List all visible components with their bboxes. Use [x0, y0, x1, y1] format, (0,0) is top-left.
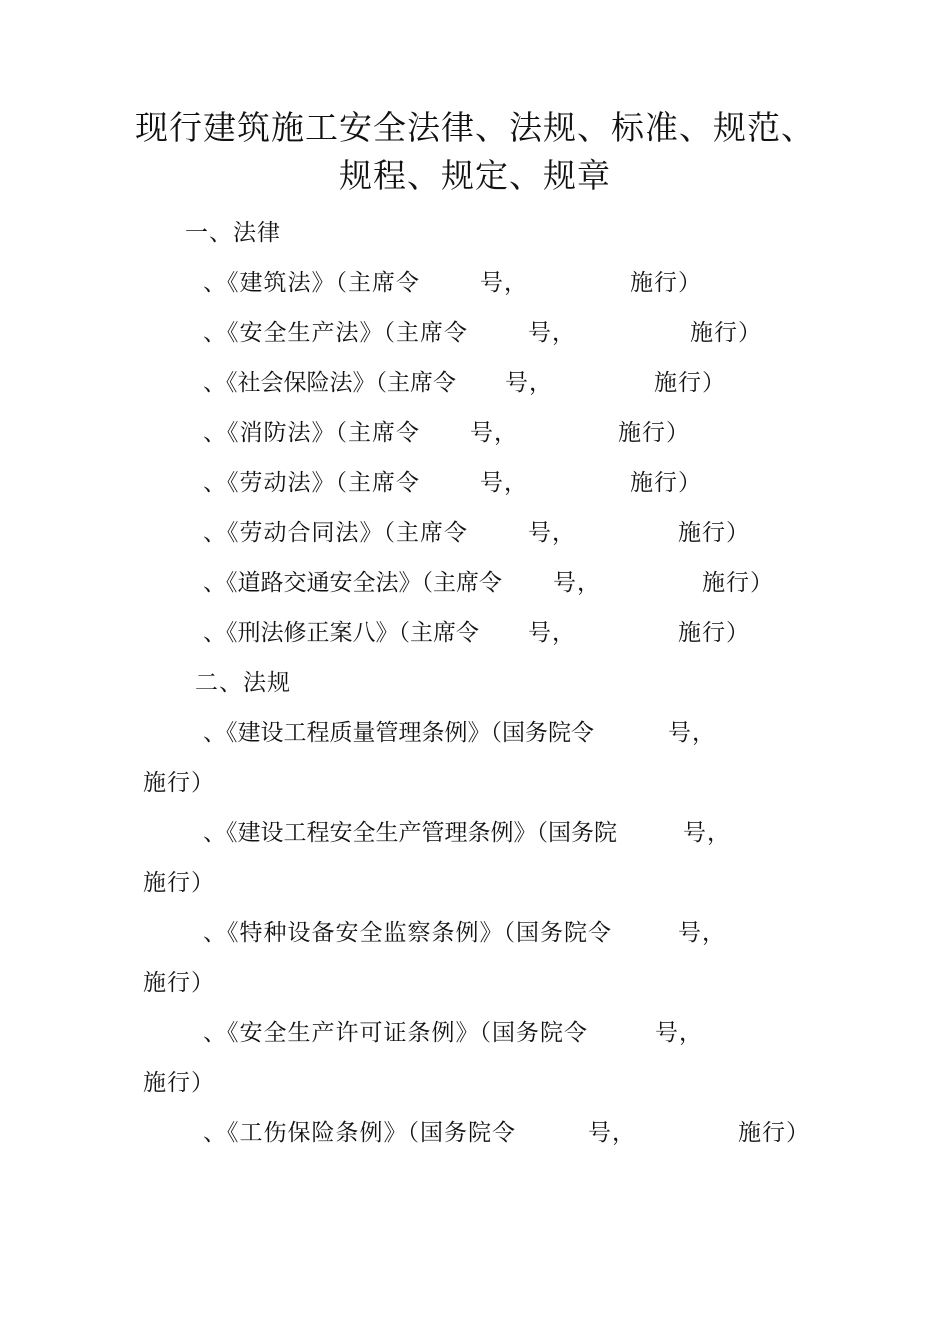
law-effective: 施行）: [678, 620, 750, 646]
law-number: 号，: [480, 270, 528, 296]
law-number: 号，: [505, 370, 553, 396]
regulation-number: 号，: [588, 1120, 636, 1146]
regulation-effective: 施行）: [738, 1120, 810, 1146]
regulation-name: 、《工伤保险条例》（国务院令: [203, 1120, 516, 1146]
regulation-number: 号，: [668, 720, 716, 746]
section-heading-regulations: 二、法规: [195, 670, 291, 696]
law-name: 、《劳动合同法》（主席令: [203, 520, 468, 546]
document-title-line2: 规程、规定、规章: [339, 156, 611, 195]
regulation-effective: 施行）: [143, 970, 215, 996]
law-number: 号，: [528, 320, 576, 346]
law-effective: 施行）: [690, 320, 762, 346]
law-effective: 施行）: [678, 520, 750, 546]
law-name: 、《道路交通安全法》（主席令: [203, 570, 502, 596]
regulation-name: 、《安全生产许可证条例》（国务院令: [203, 1020, 588, 1046]
law-name: 、《消防法》（主席令: [203, 420, 420, 446]
regulation-number: 号，: [678, 920, 726, 946]
regulation-effective: 施行）: [143, 1070, 215, 1096]
regulation-number: 号，: [655, 1020, 703, 1046]
law-number: 号，: [528, 520, 576, 546]
regulation-name: 、《特种设备安全监察条例》（国务院令: [203, 920, 612, 946]
law-name: 、《社会保险法》（主席令: [203, 370, 456, 396]
law-number: 号，: [480, 470, 528, 496]
law-effective: 施行）: [630, 270, 702, 296]
law-name: 、《劳动法》（主席令: [203, 470, 420, 496]
law-effective: 施行）: [702, 570, 774, 596]
law-number: 号，: [470, 420, 518, 446]
law-number: 号，: [528, 620, 576, 646]
regulation-effective: 施行）: [143, 770, 215, 796]
law-number: 号，: [553, 570, 601, 596]
regulation-effective: 施行）: [143, 870, 215, 896]
law-name: 、《安全生产法》（主席令: [203, 320, 468, 346]
law-name: 、《建筑法》（主席令: [203, 270, 420, 296]
section-heading-laws: 一、法律: [185, 220, 281, 246]
regulation-number: 号，: [683, 820, 731, 846]
law-name: 、《刑法修正案八》（主席令: [203, 620, 479, 646]
law-effective: 施行）: [654, 370, 726, 396]
regulation-name: 、《建设工程质量管理条例》（国务院令: [203, 720, 594, 746]
regulation-name: 、《建设工程安全生产管理条例》（国务院: [203, 820, 617, 846]
law-effective: 施行）: [618, 420, 690, 446]
law-effective: 施行）: [630, 470, 702, 496]
document-title-line1: 现行建筑施工安全法律、法规、标准、规范、: [135, 108, 815, 147]
